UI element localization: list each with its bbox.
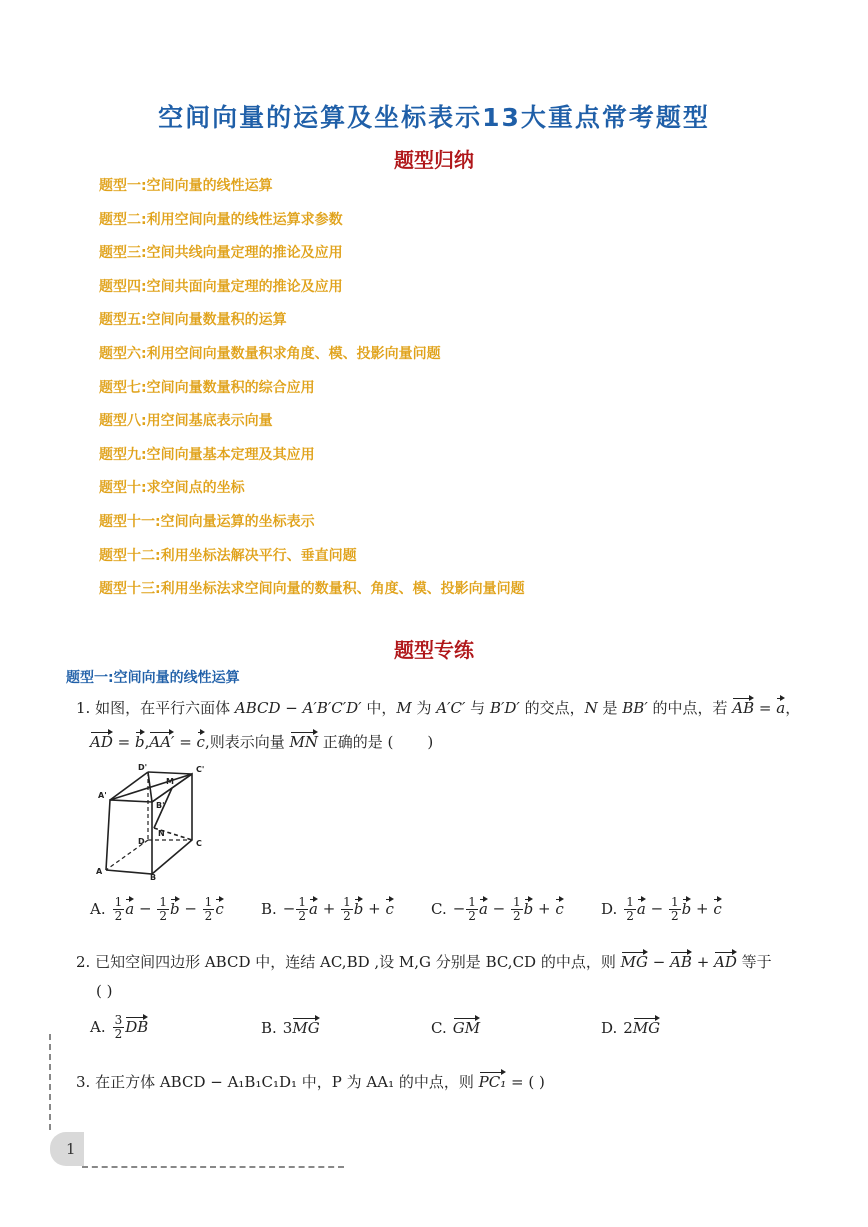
q2-option-a[interactable]: A. $\frac{3}{2}$ DB	[90, 1013, 149, 1041]
toc-item[interactable]: 题型一:空间向量的线性运算	[99, 178, 273, 194]
question-2-line-1: 2. 已知空间四边形 ABCD 中，连结 AC,BD ,设 M,G 分别是 BC,CD 的中点，则 MG − AB + AD 等于	[76, 953, 772, 971]
q1-option-b[interactable]: B. − $\frac{1}{2}$ a + $\frac{1}{2}$ b + c	[261, 895, 394, 923]
practice-heading: 题型专练	[394, 638, 474, 662]
q1-option-c[interactable]: C. − $\frac{1}{2}$ a − $\frac{1}{2}$ b + c	[431, 895, 564, 923]
parallelepiped-figure	[92, 762, 232, 880]
question-1-line-2: AD = b,AA′ = c,则表示向量 MN 正确的是 ( )	[90, 733, 434, 751]
label-a: A	[96, 867, 103, 876]
q1-option-d[interactable]: D. $\frac{1}{2}$ a − $\frac{1}{2}$ b + c	[601, 895, 722, 923]
toc-item[interactable]: 题型十一:空间向量运算的坐标表示	[99, 513, 315, 530]
q1-option-a[interactable]: A. $\frac{1}{2}$ a − $\frac{1}{2}$ b − $\frac{1}{2}$ c	[90, 895, 224, 923]
label-n: N	[158, 829, 165, 838]
toc-item[interactable]: 题型八:用空间基底表示向量	[99, 413, 273, 430]
label-c-prime: C'	[196, 765, 205, 774]
q2-option-b[interactable]: B. 3MG	[261, 1019, 320, 1037]
page-number: 1	[66, 1140, 76, 1158]
toc-item[interactable]: 题型五:空间向量数量积的运算	[99, 312, 287, 329]
type1-heading: 题型一:空间向量的线性运算	[66, 670, 240, 686]
label-d: D	[138, 837, 145, 846]
toc-item[interactable]: 题型六:利用空间向量数量积求角度、模、投影向量问题	[99, 345, 441, 362]
toc-item[interactable]: 题型二:利用空间向量的线性运算求参数	[99, 211, 343, 228]
label-a-prime: A'	[98, 791, 107, 800]
label-d-prime: D'	[138, 763, 148, 772]
toc-item[interactable]: 题型九:空间向量基本定理及其应用	[99, 446, 315, 463]
toc-item[interactable]: 题型十三:利用坐标法求空间向量的数量积、角度、模、投影向量问题	[99, 581, 525, 598]
label-b: B	[150, 873, 157, 880]
page-title: 空间向量的运算及坐标表示13大重点常考题型	[158, 103, 710, 132]
question-3: 3. 在正方体 ABCD − A₁B₁C₁D₁ 中，P 为 AA₁ 的中点，则 PC₁ = ( )	[76, 1073, 545, 1091]
toc-item[interactable]: 题型十:求空间点的坐标	[99, 480, 245, 497]
toc-list	[99, 176, 525, 613]
label-m: M	[166, 777, 174, 786]
toc-item[interactable]: 题型三:空间共线向量定理的推论及应用	[99, 245, 343, 262]
toc-item[interactable]: 题型七:空间向量数量积的综合应用	[99, 379, 315, 396]
question-2-line-2: ( )	[96, 982, 113, 1000]
page-border-dashed-vertical	[49, 1034, 51, 1130]
q2-option-c[interactable]: C. GM	[431, 1019, 481, 1037]
page-border-dashed-horizontal	[82, 1166, 344, 1168]
toc-item[interactable]: 题型四:空间共面向量定理的推论及应用	[99, 278, 343, 295]
toc-item[interactable]: 题型十二:利用坐标法解决平行、垂直问题	[99, 547, 357, 564]
label-b-prime: B'	[156, 801, 165, 810]
summary-heading: 题型归纳	[394, 148, 474, 172]
question-1-line-1: 1. 如图，在平行六面体 ABCD − A′B′C′D′ 中，M 为 A′C′ 与 B′D′ 的交点，N 是 BB′ 的中点，若 AB = a，	[76, 699, 801, 717]
label-c: C	[196, 839, 202, 848]
q2-option-d[interactable]: D. 2MG	[601, 1019, 661, 1037]
